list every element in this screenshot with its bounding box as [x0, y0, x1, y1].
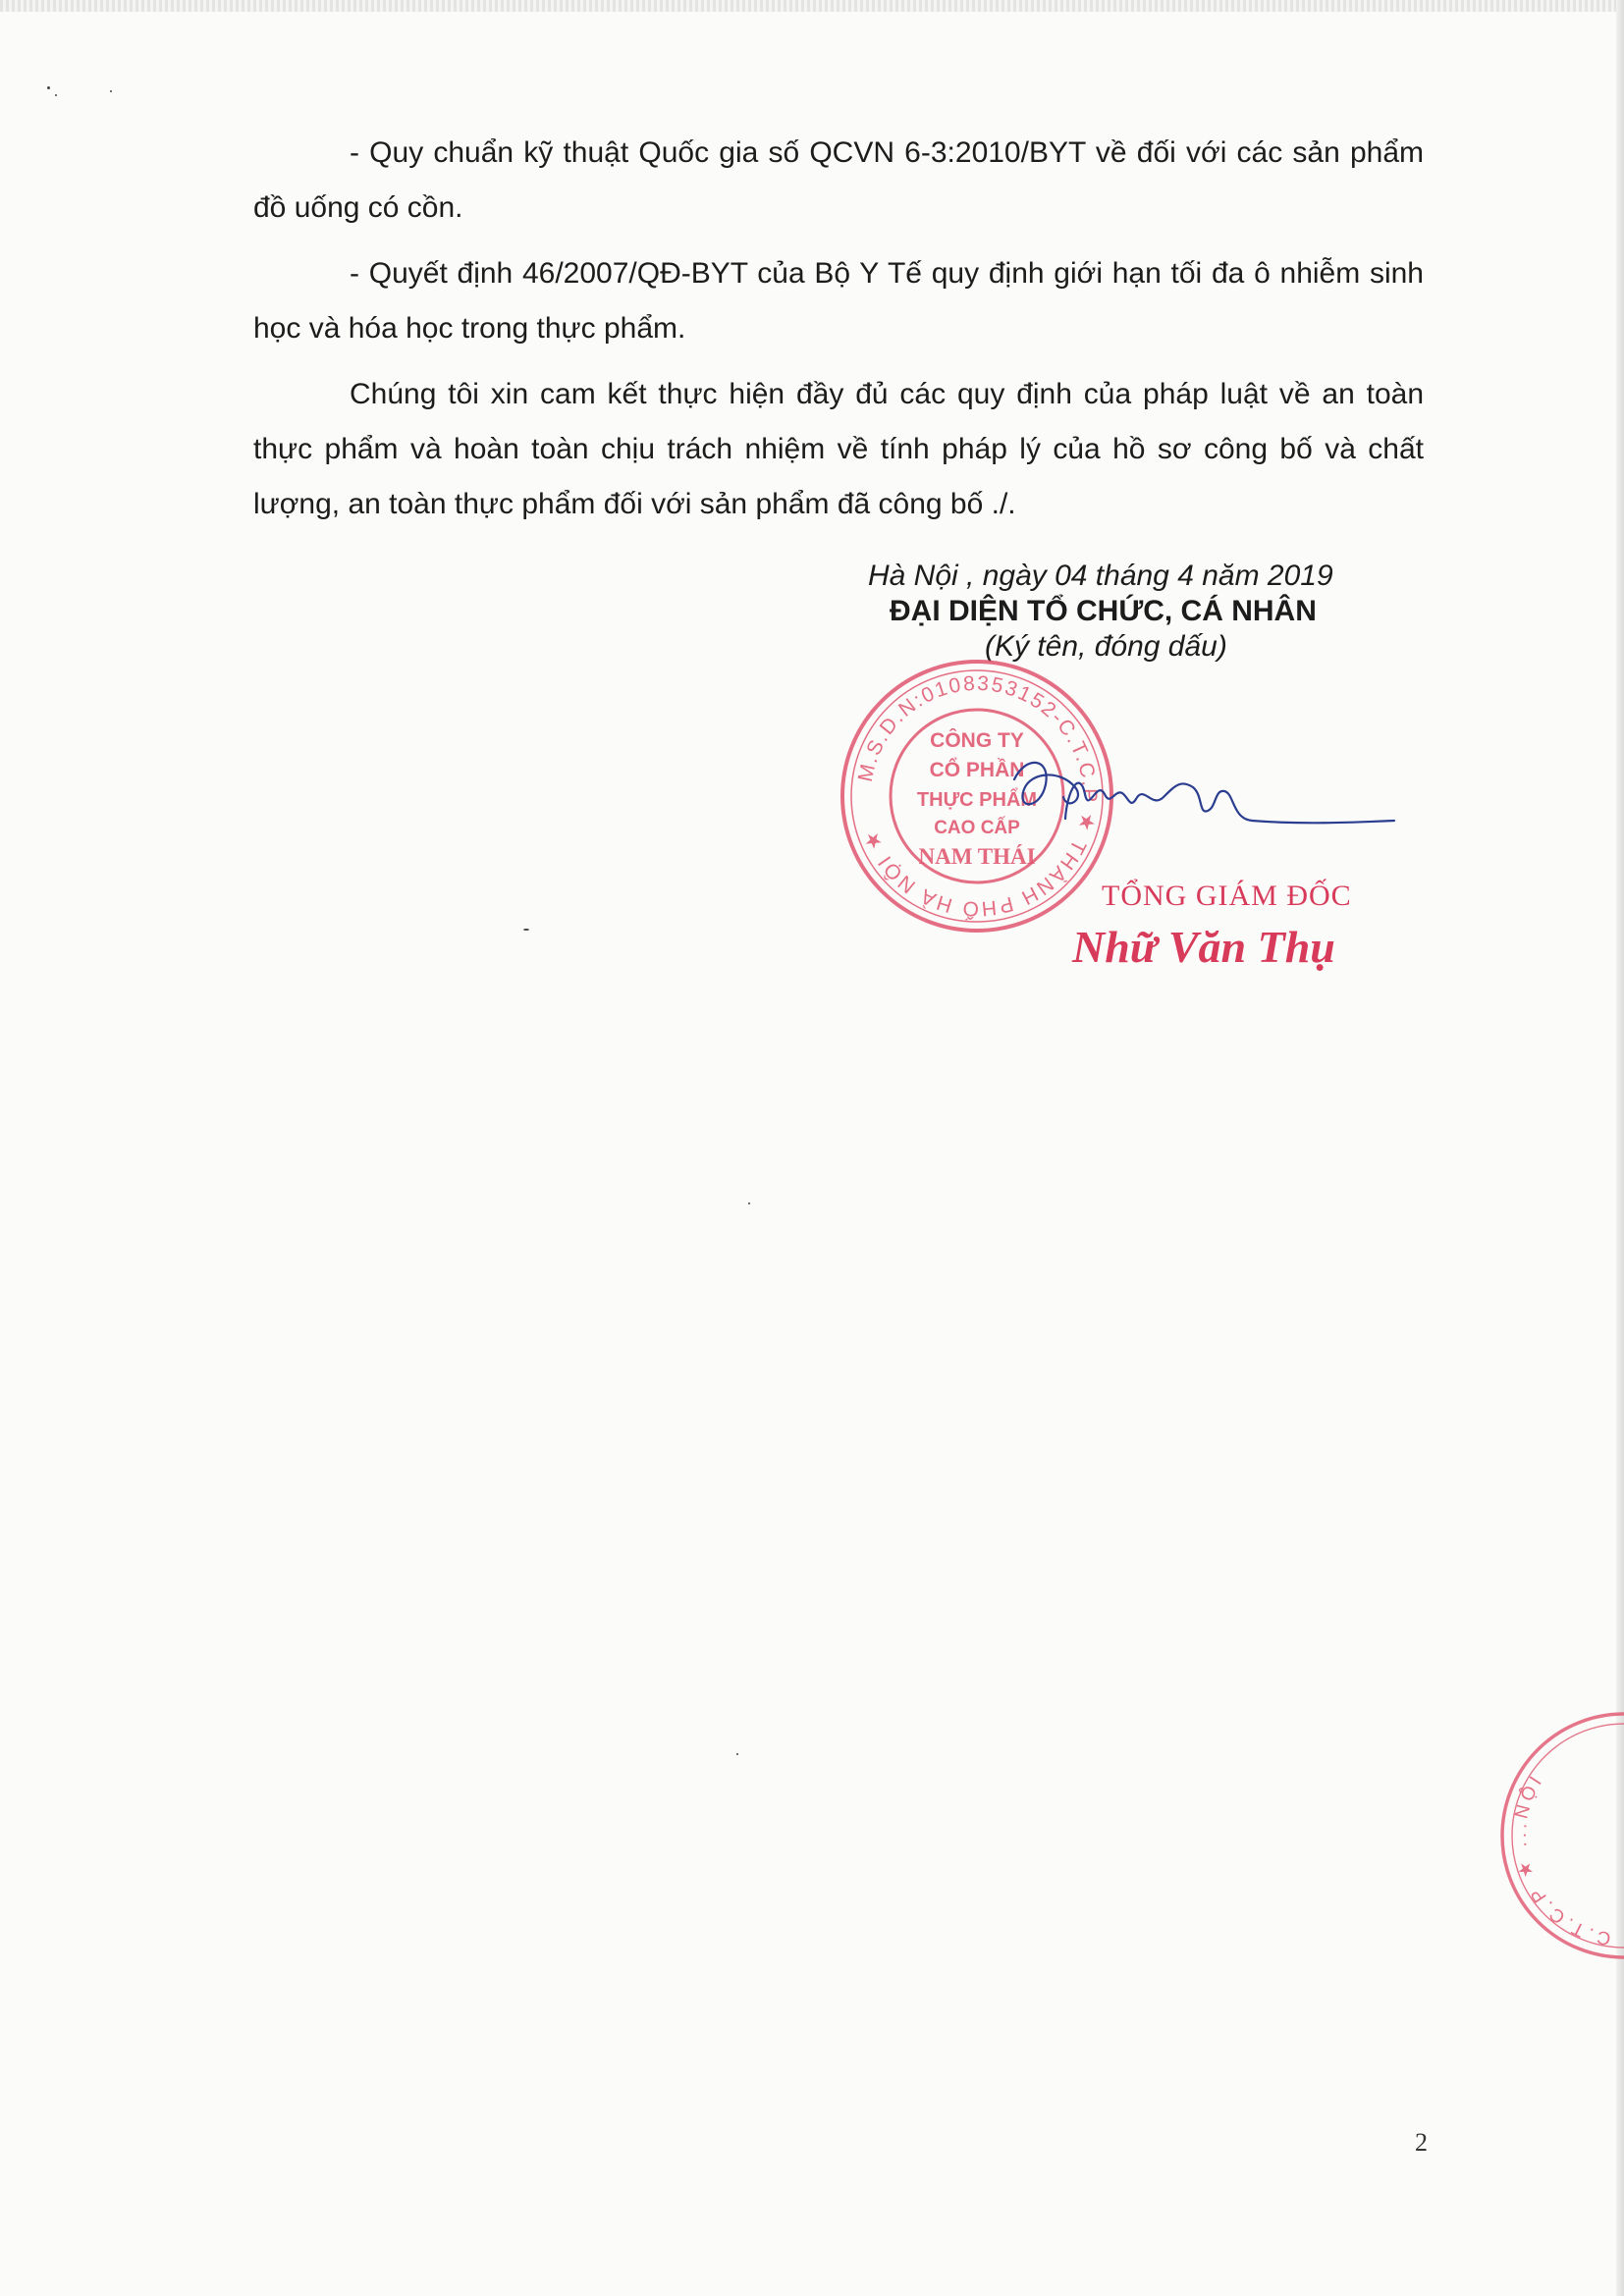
edge-seal-text: C.T.C.P ★ ...NỘI — [1509, 1769, 1613, 1949]
representative-label: ĐẠI DIỆN TỔ CHỨC, CÁ NHÂN — [890, 595, 1317, 627]
scan-speck — [110, 90, 112, 92]
signer-title: TỔNG GIÁM ĐỐC — [1102, 880, 1352, 912]
scan-speck — [736, 1753, 738, 1755]
paragraph-commitment: Chúng tôi xin cam kết thực hiện đầy đủ các quy định của pháp luật về an toàn thực phẩm và hoàn toàn chịu trách nhiệm về tính pháp lý của hồ sơ công bố và chất lượng, an toàn thực phẩm đối với sản phẩm đã công bố ./. — [253, 378, 1424, 520]
paragraph-decision: - Quyết định 46/2007/QĐ-BYT của Bộ Y Tế quy định giới hạn tối đa ô nhiễm sinh học và hóa học trong thực phẩm. — [253, 257, 1424, 345]
scan-speck — [47, 86, 50, 89]
signer-name: Nhữ Văn Thụ — [1072, 922, 1335, 972]
seal-line-2: CỔ PHẦN — [929, 759, 1025, 781]
handwritten-signature — [1006, 750, 1399, 838]
seal-line-1: CÔNG TY — [930, 729, 1024, 752]
seal-ring-text: M.S.D.N:0108353152-C.T.C.P ★ THÀNH PHỐ HÀ NỘI ★ — [853, 671, 1102, 921]
scan-speck — [55, 94, 57, 96]
seal-line-5: NAM THÁI — [918, 844, 1036, 869]
signature-block — [0, 560, 1624, 1011]
page-number: 2 — [1415, 2128, 1428, 2157]
signature-note: (Ký tên, đóng dấu) — [985, 630, 1227, 663]
scan-speck — [748, 1202, 750, 1204]
scan-edge-top — [0, 0, 1624, 12]
paragraph-qcvn: - Quy chuẩn kỹ thuật Quốc gia số QCVN 6-3:2010/BYT về đối với các sản phẩm đồ uống có cồn. — [253, 136, 1424, 224]
place-date: Hà Nội , ngày 04 tháng 4 năm 2019 — [868, 560, 1333, 592]
document-body — [253, 126, 1424, 543]
seal-line-4: CAO CẤP — [934, 818, 1020, 838]
edge-seal-fragment — [1441, 1708, 1624, 1963]
seal-line-3: THỰC PHẨM — [916, 789, 1038, 811]
scan-speck — [523, 929, 529, 931]
svg-text:C.T.C.P ★ ...NỘI — [1510, 1770, 1613, 1949]
